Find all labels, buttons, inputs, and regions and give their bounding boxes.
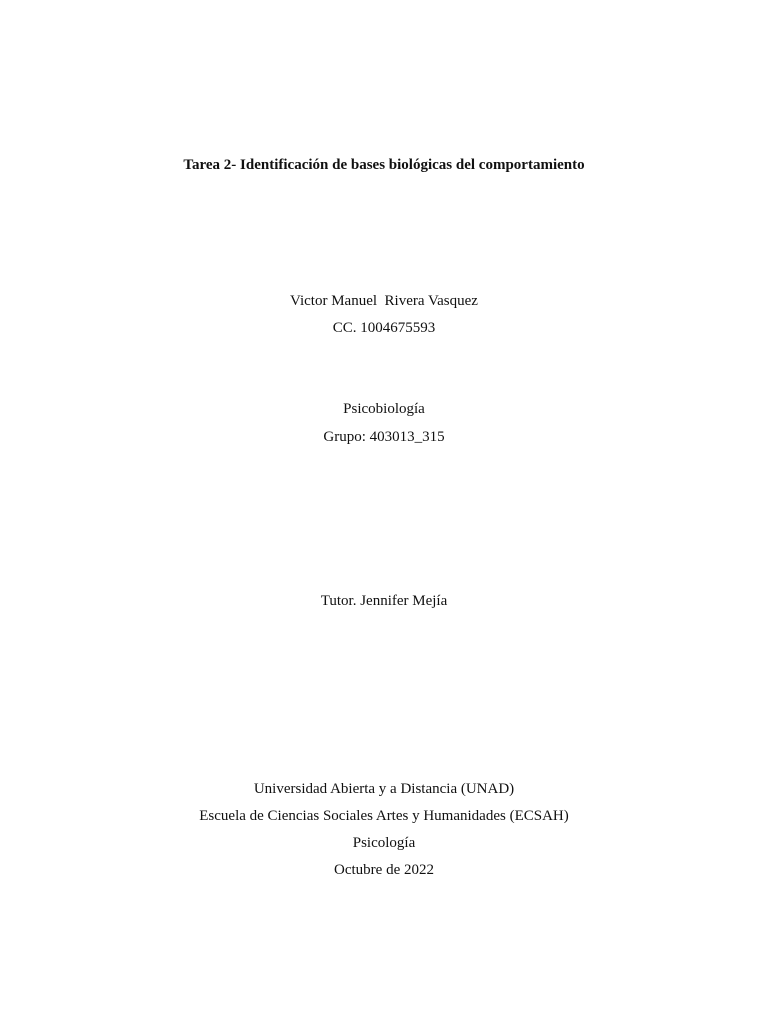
tutor-name: Tutor. Jennifer Mejía	[320, 593, 448, 609]
university-name: Universidad Abierta y a Distancia (UNAD)	[253, 781, 515, 797]
document-date: Octubre de 2022	[334, 862, 434, 878]
author-id: CC. 1004675593	[332, 320, 436, 336]
author-name: Victor Manuel Rivera Vasquez	[290, 293, 478, 309]
school-name: Escuela de Ciencias Sociales Artes y Humanidades (ECSAH)	[199, 808, 569, 824]
program-name: Psicología	[352, 835, 416, 851]
course-group: Grupo: 403013_315	[323, 429, 445, 445]
course-name: Psicobiología	[343, 401, 425, 417]
document-title: Tarea 2- Identificación de bases biológicas del comportamiento	[183, 157, 585, 173]
